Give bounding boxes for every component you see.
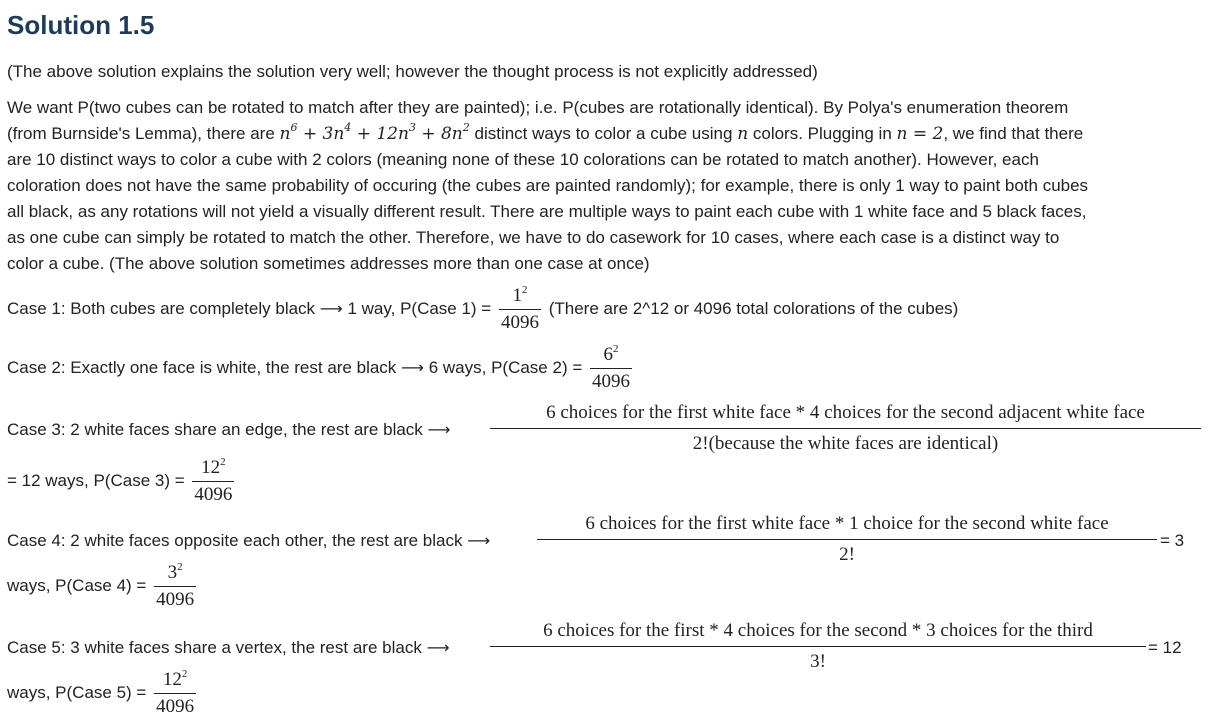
case-4-big-fraction: 6 choices for the first white face * 1 choice for the second white face 2! — [537, 509, 1157, 570]
intro-line-5: all black, as any rotations will not yield a visually different result. There are multiple ways to paint each cube with 1 white face and 5 black faces, — [7, 202, 1087, 221]
case-4-fraction: $\frac{3^2}{4096}$ — [154, 560, 196, 613]
intro-line-4: coloration does not have the same probability of occuring (the cubes are painted randomly); for example, there is only 1 way to paint both cubes — [7, 176, 1089, 195]
intro-line-7: color a cube. (The above solution sometimes addresses more than one case at once) — [7, 254, 650, 273]
case-1-fraction: $\frac{1^2}{4096}$ — [499, 283, 541, 336]
case-4-line-2: ways, P(Case 4) = $\frac{3^2}{4096}$ — [7, 560, 199, 613]
arrow-icon: ⟶ — [319, 298, 343, 318]
case-5-fraction: $\frac{12^2}{4096}$ — [154, 667, 196, 720]
case-5-big-fraction: 6 choices for the first * 4 choices for the second * 3 choices for the third 3! — [490, 616, 1146, 677]
intro-line-1: We want P(two cubes can be rotated to match after they are painted); i.e. P(cubes are rotationally identical). By Polya's enumeration theorem — [7, 98, 1069, 117]
arrow-icon: ⟶ — [467, 531, 491, 550]
case-3-line-2: = 12 ways, P(Case 3) = $\frac{12^2}{4096}$ — [7, 455, 237, 508]
intro-text: (from Burnside's Lemma), there are — [7, 124, 280, 143]
case-3: Case 3: 2 white faces share an edge, the rest are black ⟶ — [7, 420, 451, 439]
case-4-tail: = 3 — [1160, 531, 1185, 550]
case-4: Case 4: 2 white faces opposite each other, the rest are black ⟶ — [7, 531, 491, 550]
case-1: Case 1: Both cubes are completely black ⟶ 1 way, P(Case 1) = $\frac{1^2}{4096}$ (There are 2^12 or 4096 total colorations of the cubes) — [7, 283, 958, 336]
case-2: Case 2: Exactly one face is white, the rest are black ⟶ 6 ways, P(Case 2) = $\frac{6^2}{4096}$ — [7, 342, 635, 395]
case-2-fraction: $\frac{6^2}{4096}$ — [590, 342, 632, 395]
intro-line-6: as one cube can simply be rotated to match the other. Therefore, we have to do casework for 10 cases, where each case is a distinct way to — [7, 228, 1060, 247]
case-3-big-fraction: 6 choices for the first white face * 4 choices for the second adjacent white face 2!(because the white faces are identical) — [490, 398, 1201, 459]
case-5-tail: = 12 — [1148, 638, 1182, 657]
arrow-icon: ⟶ — [427, 420, 451, 439]
case-3-fraction: $\frac{12^2}{4096}$ — [192, 455, 234, 508]
var-n: n — [737, 124, 749, 144]
formula: $n^6 + 3n^4 + 12n^3 + 8n^2$ — [279, 121, 470, 144]
note-text: (The above solution explains the solution very well; however the thought process is not explicitly addressed) — [7, 62, 818, 81]
arrow-icon: ⟶ — [426, 638, 450, 657]
case-5: Case 5: 3 white faces share a vertex, the rest are black ⟶ — [7, 638, 450, 657]
page-title: Solution 1.5 — [7, 10, 155, 40]
arrow-icon: ⟶ — [401, 357, 424, 377]
n-equals-2: n = 2 — [896, 124, 944, 144]
intro-paragraph — [7, 95, 1207, 277]
intro-line-3: are 10 distinct ways to color a cube with 2 colors (meaning none of these 10 colorations can be rotated to match another). However, each — [7, 150, 1039, 169]
intro-line-2: (from Burnside's Lemma), there are $n^6 + 3n^4 + 12n^3 + 8n^2$ distinct ways to color a cube using n colors. Plugging in n = 2, we find that there — [7, 121, 1084, 144]
case-5-line-2: ways, P(Case 5) = $\frac{12^2}{4096}$ — [7, 667, 199, 720]
